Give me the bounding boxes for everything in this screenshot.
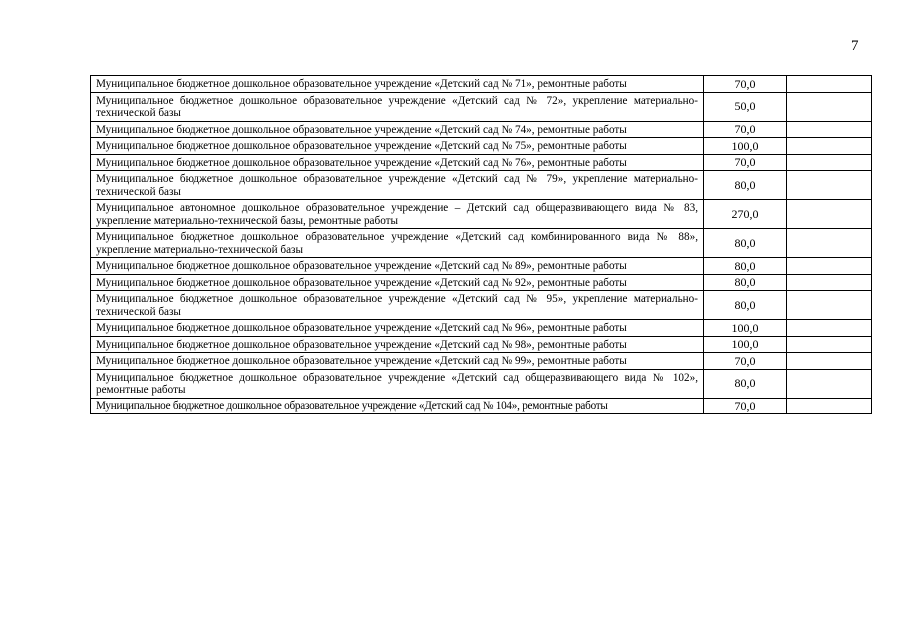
- funding-amount: 70,0: [704, 353, 787, 370]
- empty-cell: [787, 121, 872, 138]
- funding-amount: 80,0: [704, 369, 787, 398]
- empty-cell: [787, 76, 872, 93]
- table-row: [91, 200, 872, 229]
- funding-amount: 70,0: [704, 398, 787, 414]
- empty-cell: [787, 171, 872, 200]
- empty-cell: [787, 369, 872, 398]
- funding-amount: 80,0: [704, 291, 787, 320]
- table-row: [91, 76, 872, 93]
- empty-cell: [787, 291, 872, 320]
- funding-amount: 100,0: [704, 320, 787, 337]
- table-row: [91, 171, 872, 200]
- table-row: [91, 121, 872, 138]
- funding-amount: 80,0: [704, 229, 787, 258]
- page-number: 7: [851, 38, 859, 54]
- institution-description: Муниципальное бюджетное дошкольное образовательное учреждение «Детский сад комбинированного вида № 88», укрепление материально-технической базы: [91, 229, 704, 258]
- table-row: [91, 154, 872, 171]
- empty-cell: [787, 353, 872, 370]
- institution-description: Муниципальное бюджетное дошкольное образовательное учреждение «Детский сад № 96», ремонтные работы: [91, 320, 704, 337]
- funding-amount: 70,0: [704, 121, 787, 138]
- empty-cell: [787, 138, 872, 155]
- empty-cell: [787, 229, 872, 258]
- empty-cell: [787, 398, 872, 414]
- table-row: [91, 274, 872, 291]
- funding-amount: 100,0: [704, 336, 787, 353]
- table-row: [91, 398, 872, 414]
- funding-amount: 80,0: [704, 258, 787, 275]
- institution-description: Муниципальное бюджетное дошкольное образовательное учреждение «Детский сад № 72», укрепление материально-технической базы: [91, 92, 704, 121]
- funding-amount: 100,0: [704, 138, 787, 155]
- institution-description: Муниципальное бюджетное дошкольное образовательное учреждение «Детский сад № 99», ремонтные работы: [91, 353, 704, 370]
- empty-cell: [787, 258, 872, 275]
- table-row: [91, 138, 872, 155]
- empty-cell: [787, 200, 872, 229]
- funding-amount: 70,0: [704, 154, 787, 171]
- table-row: [91, 336, 872, 353]
- institution-description: Муниципальное бюджетное дошкольное образовательное учреждение «Детский сад № 79», укрепление материально-технической базы: [91, 171, 704, 200]
- institution-description: Муниципальное бюджетное дошкольное образовательное учреждение «Детский сад № 76», ремонтные работы: [91, 154, 704, 171]
- institution-description: Муниципальное бюджетное дошкольное образовательное учреждение «Детский сад № 104», ремонтные работы: [91, 398, 704, 414]
- institution-description: Муниципальное автономное дошкольное образовательное учреждение – Детский сад общеразвивающего вида № 83, укрепление материально-технической базы, ремонтные работы: [91, 200, 704, 229]
- empty-cell: [787, 336, 872, 353]
- institution-description: Муниципальное бюджетное дошкольное образовательное учреждение «Детский сад № 71», ремонтные работы: [91, 76, 704, 93]
- institution-description: Муниципальное бюджетное дошкольное образовательное учреждение «Детский сад № 75», ремонтные работы: [91, 138, 704, 155]
- institution-description: Муниципальное бюджетное дошкольное образовательное учреждение «Детский сад № 98», ремонтные работы: [91, 336, 704, 353]
- table-row: [91, 369, 872, 398]
- table-row: [91, 92, 872, 121]
- table-row: [91, 258, 872, 275]
- institution-description: Муниципальное бюджетное дошкольное образовательное учреждение «Детский сад № 92», ремонтные работы: [91, 274, 704, 291]
- table-row: [91, 229, 872, 258]
- table-row: [91, 291, 872, 320]
- funding-amount: 80,0: [704, 274, 787, 291]
- funding-table: [90, 75, 872, 414]
- funding-amount: 270,0: [704, 200, 787, 229]
- empty-cell: [787, 274, 872, 291]
- institution-description: Муниципальное бюджетное дошкольное образовательное учреждение «Детский сад № 89», ремонтные работы: [91, 258, 704, 275]
- empty-cell: [787, 92, 872, 121]
- funding-table-body: [91, 76, 872, 414]
- institution-description: Муниципальное бюджетное дошкольное образовательное учреждение «Детский сад № 95», укрепление материально-технической базы: [91, 291, 704, 320]
- table-row: [91, 353, 872, 370]
- institution-description: Муниципальное бюджетное дошкольное образовательное учреждение «Детский сад № 74», ремонтные работы: [91, 121, 704, 138]
- empty-cell: [787, 320, 872, 337]
- funding-amount: 70,0: [704, 76, 787, 93]
- empty-cell: [787, 154, 872, 171]
- funding-amount: 50,0: [704, 92, 787, 121]
- institution-description: Муниципальное бюджетное дошкольное образовательное учреждение «Детский сад общеразвивающего вида № 102», ремонтные работы: [91, 369, 704, 398]
- table-row: [91, 320, 872, 337]
- funding-amount: 80,0: [704, 171, 787, 200]
